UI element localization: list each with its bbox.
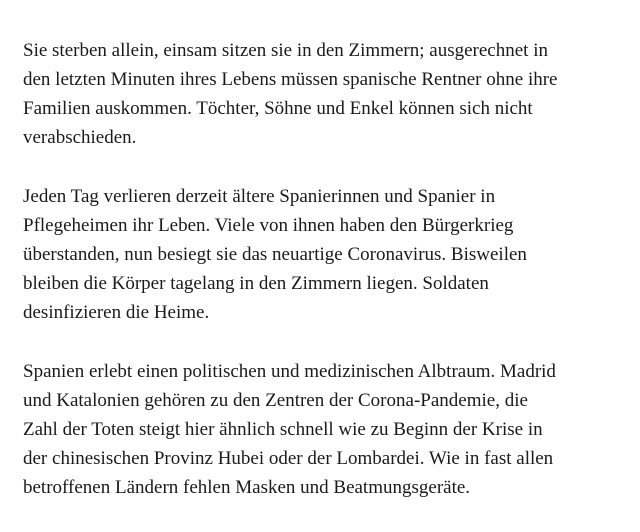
text-line: desinfizieren die Heime.: [23, 302, 210, 323]
text-line: und Katalonien gehören zu den Zentren der Corona-Pandemie, die: [23, 390, 528, 411]
text-line: verabschieden.: [23, 127, 137, 148]
text-line: Pflegeheimen ihr Leben. Viele von ihnen haben den Bürgerkrieg: [23, 215, 514, 236]
text-line: betroffenen Ländern fehlen Masken und Beatmungsgeräte.: [23, 477, 471, 498]
text-line: Spanien erlebt einen politischen und medizinischen Albtraum. Madrid: [23, 361, 556, 382]
text-line: den letzten Minuten ihres Lebens müssen spanische Rentner ohne ihre: [23, 69, 558, 90]
paragraph-2: [23, 182, 640, 327]
article-body: [23, 36, 640, 532]
text-line: Jeden Tag verlieren derzeit ältere Spanierinnen und Spanier in: [23, 186, 496, 207]
text-line: bleiben die Körper tagelang in den Zimmern liegen. Soldaten: [23, 273, 489, 294]
text-line: überstanden, nun besiegt sie das neuartige Coronavirus. Bisweilen: [23, 244, 527, 265]
paragraph-1: [23, 36, 640, 152]
paragraph-3: [23, 357, 640, 502]
text-line: Familien auskommen. Töchter, Söhne und Enkel können sich nicht: [23, 98, 533, 119]
text-line: Sie sterben allein, einsam sitzen sie in den Zimmern; ausgerechnet in: [23, 40, 548, 61]
text-line: Zahl der Toten steigt hier ähnlich schnell wie zu Beginn der Krise in: [23, 419, 543, 440]
text-line: der chinesischen Provinz Hubei oder der Lombardei. Wie in fast allen: [23, 448, 554, 469]
